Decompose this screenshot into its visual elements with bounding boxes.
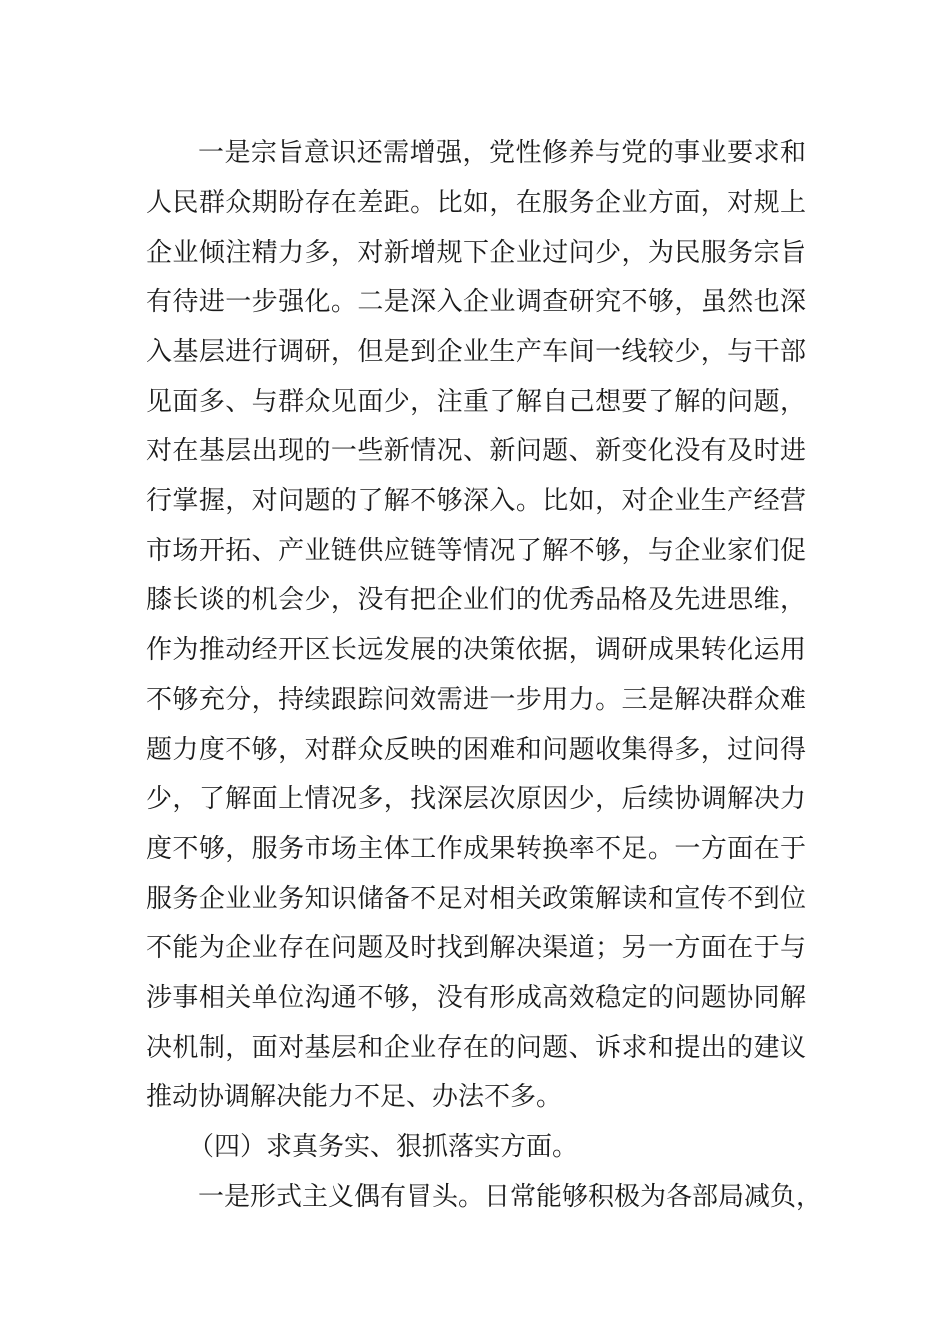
- paragraph-line: 服务企业业务知识储备不足对相关政策解读和宣传不到位: [146, 884, 806, 914]
- paragraph-line: 见面多、与群众见面少，注重了解自己想要了解的问题，: [146, 387, 806, 417]
- paragraph-line: 市场开拓、产业链供应链等情况了解不够，与企业家们促: [146, 536, 806, 566]
- paragraph-line: 行掌握，对问题的了解不够深入。比如，对企业生产经营: [146, 486, 806, 516]
- paragraph-line: 决机制，面对基层和企业存在的问题、诉求和提出的建议: [146, 1033, 806, 1063]
- paragraph-line: 度不够，服务市场主体工作成果转换率不足。一方面在于: [146, 834, 806, 864]
- paragraph-line: 少，了解面上情况多，找深层次原因少，后续协调解决力: [146, 784, 806, 814]
- section-heading: （四）求真务实、狠抓落实方面。: [188, 1132, 579, 1162]
- paragraph-line: 膝长谈的机会少，没有把企业们的优秀品格及先进思维，: [146, 585, 806, 615]
- paragraph-line: 企业倾注精力多，对新增规下企业过问少，为民服务宗旨: [146, 238, 806, 268]
- paragraph-line: 有待进一步强化。二是深入企业调查研究不够，虽然也深: [146, 287, 806, 317]
- paragraph-line: 不能为企业存在问题及时找到解决渠道；另一方面在于与: [146, 933, 806, 963]
- paragraph-line: 一是宗旨意识还需增强，党性修养与党的事业要求和: [198, 138, 806, 168]
- paragraph-line: 一是形式主义偶有冒头。日常能够积极为各部局减负，: [198, 1182, 823, 1212]
- paragraph-line: 对在基层出现的一些新情况、新问题、新变化没有及时进: [146, 436, 806, 466]
- paragraph-line: 题力度不够，对群众反映的困难和问题收集得多，过问得: [146, 735, 806, 765]
- paragraph-line: 不够充分，持续跟踪问效需进一步用力。三是解决群众难: [146, 685, 806, 715]
- paragraph-line: 人民群众期盼存在差距。比如，在服务企业方面，对规上: [146, 188, 806, 218]
- paragraph-line: 推动协调解决能力不足、办法不多。: [146, 1082, 563, 1112]
- paragraph-line: 入基层进行调研，但是到企业生产车间一线较少，与干部: [146, 337, 806, 367]
- paragraph-line: 涉事相关单位沟通不够，没有形成高效稳定的问题协同解: [146, 983, 806, 1013]
- paragraph-line: 作为推动经开区长远发展的决策依据，调研成果转化运用: [146, 635, 806, 665]
